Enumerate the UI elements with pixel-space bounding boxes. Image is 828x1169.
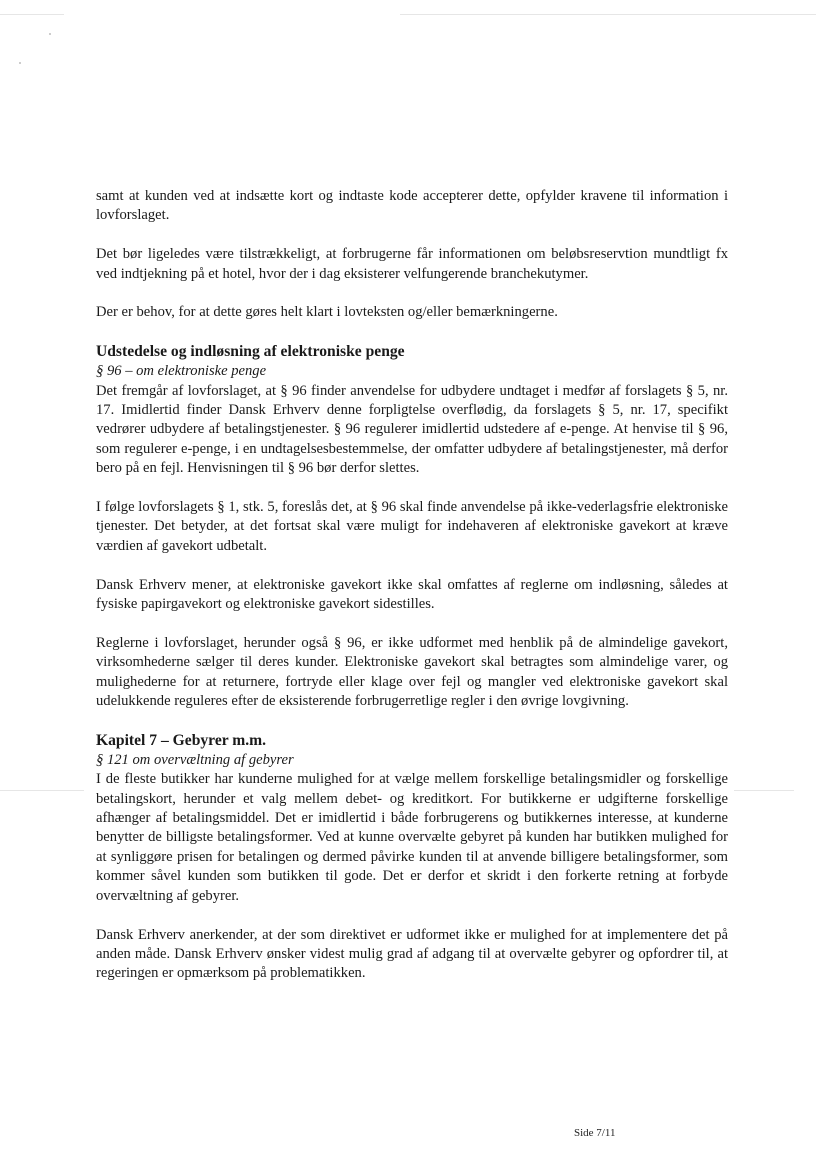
- scan-artifact-line: [0, 14, 64, 15]
- paragraph-gavekort-indloesning: Dansk Erhverv mener, at elektroniske gavekort ikke skal omfattes af reglerne om indløsning, således at fysiske papirgavekort og elektroniske gavekort sidestilles.: [96, 576, 728, 613]
- paragraph-paragraf-96-undtagelse: Det fremgår af lovforslaget, at § 96 finder anvendelse for udbydere undtaget i medfør af forslagets § 5, nr. 17. Imidlertid finder Dansk Erhverv denne forpligtelse overflødig, da forslagets § 5, nr. 17, specifikt vedrører udbydere af betalingstjenester. § 96 regulerer imidlertid udstedere af e-penge. At henvise til § 96, som regulerer e-penge, i en undtagelsesbestemmelse, der omfatter udbydere af betalingstjenester, må derfor bero på en fejl. Henvisningen til § 96 bør derfor slettes.: [96, 382, 728, 477]
- scan-artifact-line: [400, 14, 816, 15]
- paragraph-kort-kode: samt at kunden ved at indsætte kort og indtaste kode accepterer dette, opfylder kravene til information i lovforslaget.: [96, 188, 728, 224]
- section-subheading-paragraf-96: § 96 – om elektroniske penge: [96, 363, 267, 380]
- scan-artifact-dot: [19, 62, 21, 64]
- scan-artifact-line: [0, 790, 84, 791]
- paragraph-lovtekst-behov: Der er behov, for at dette gøres helt klart i lovteksten og/eller bemærkningerne.: [96, 304, 558, 321]
- paragraph-direktiv-implementering: Dansk Erhverv anerkender, at der som direktivet er udformet ikke er mulighed for at implementere det på anden måde. Dansk Erhverv ønsker videst mulig grad af adgang til at overvælte gebyrer og opfordrer til, at regeringen er opmærksom på problematikken.: [96, 926, 728, 982]
- section-heading-gebyrer: Kapitel 7 – Gebyrer m.m.: [96, 731, 267, 749]
- document-body: [96, 187, 728, 984]
- paragraph-ikke-vederlagsfrie: I følge lovforslagets § 1, stk. 5, foreslås det, at § 96 skal finde anvendelse på ikke-vederlagsfrie elektroniske tjenester. Det betyder, at det fortsat skal være muligt for indehaveren af elektroniske gavekort at kræve værdien af gavekort udbetalt.: [96, 499, 728, 554]
- scan-artifact-dot: [49, 33, 51, 35]
- page-number: Side 7/11: [574, 1127, 616, 1139]
- paragraph-gavekort-regler: Reglerne i lovforslaget, herunder også § 96, er ikke udformet med henblik på de almindelige gavekort, virksomhederne sælger til deres kunder. Elektroniske gavekort skal betragtes som almindelige varer, og mulighederne for at returnere, fortryde eller klage over fejl og mangler ved elektroniske gavekort skal udelukkende reguleres efter de eksisterende forbrugerretlige regler i den øvrige lovgivning.: [96, 634, 728, 710]
- section-heading-elektroniske-penge: Udstedelse og indløsning af elektroniske penge: [96, 343, 405, 361]
- scan-artifact-line: [734, 790, 794, 791]
- section-subheading-paragraf-121: § 121 om overvæltning af gebyrer: [96, 751, 294, 768]
- paragraph-beloebsreservation: Det bør ligeledes være tilstrækkeligt, at forbrugerne får informationen om beløbsreservtion mundtligt fx ved indtjekning på et hotel, hvor der i dag eksisterer velfungerende branchekutymer.: [96, 246, 728, 282]
- paragraph-betalingsmidler: I de fleste butikker har kunderne mulighed for at vælge mellem forskellige betalingsmidler og forskellige betalingskort, herunder et valg mellem debet- og kreditkort. For butikkerne er udgifterne forskellige afhænger af betalingsmiddel. Det er imidlertid i både forbrugerens og butikkernes interesse, at kunderne benytter de billigste betalingsformer. Ved at kunne overvælte gebyret på kunden har butikken mulighed for at synliggøre prisen for betalingen og dermed påvirke kunden til at anvende billigere betalingsformer, som kommer såvel kunden som butikken til gode. Det er derfor et skridt i den forkerte retning at forbyde overvæltning af gebyrer.: [96, 771, 728, 904]
